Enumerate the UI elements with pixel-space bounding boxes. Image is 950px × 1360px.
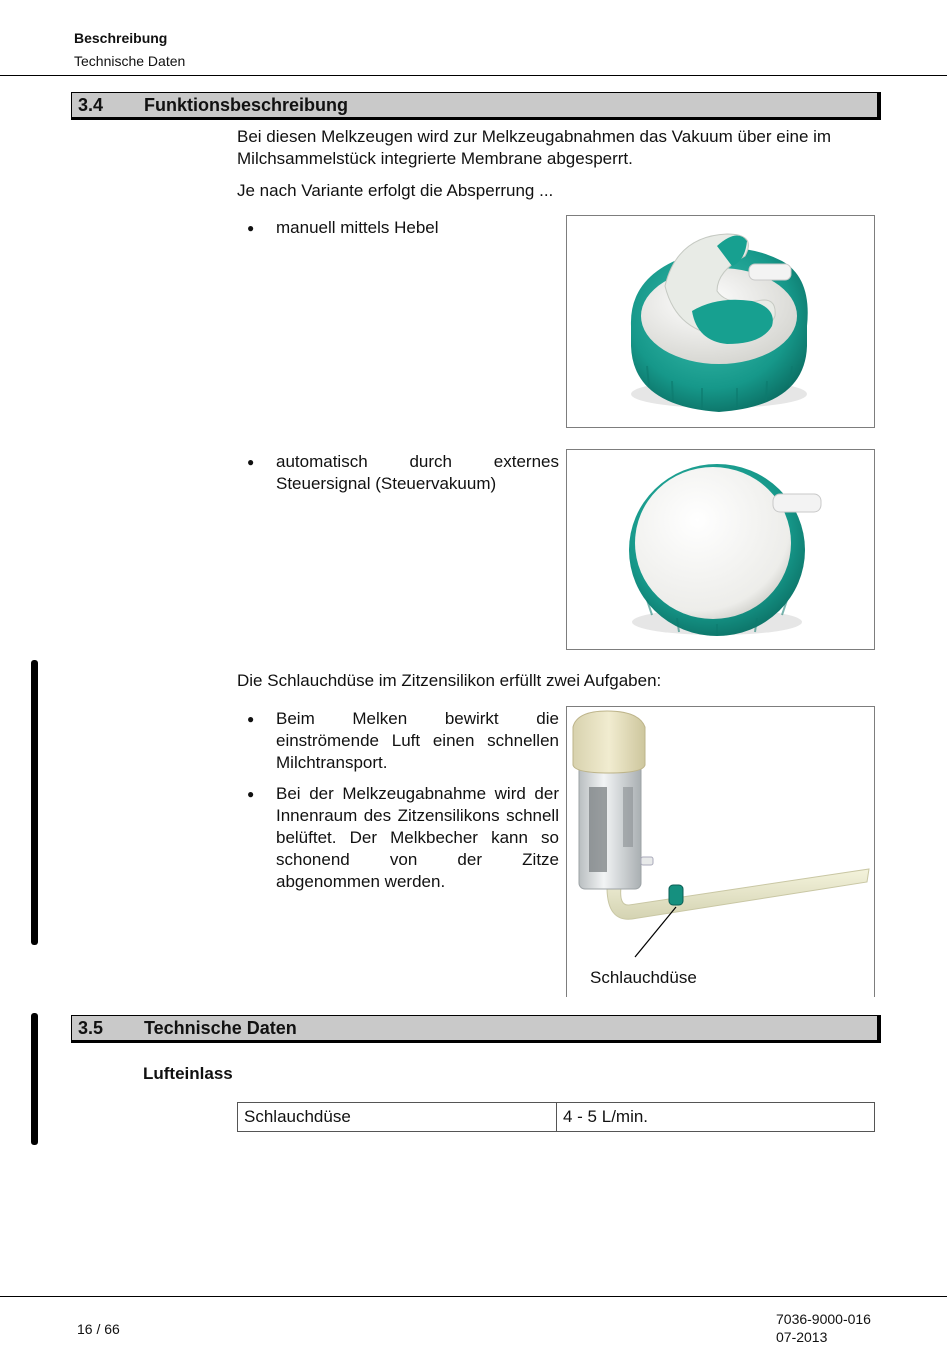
page-number: 16 / 66 [77, 1321, 120, 1337]
document-date: 07-2013 [776, 1329, 828, 1345]
variant-intro-paragraph: Je nach Variante erfolgt die Absperrung ... [237, 181, 554, 200]
subheading-air-inlet: Lufteinlass [143, 1064, 233, 1083]
bullet-icon: ● [247, 455, 255, 469]
milk-claw-membrane-cap-photo [566, 449, 875, 650]
revision-change-bar [31, 660, 38, 945]
document-info [776, 1310, 871, 1346]
teat-cup-with-hose-nozzle-photo [566, 706, 875, 997]
table-row [238, 1103, 875, 1132]
section-number: 3.5 [78, 1018, 104, 1038]
list-item-text: Bei der Melkzeugabnahme wird der Innenraum des Zitzensilikons schnell belüftet. Der Melkbecher kann so schonend von der Zitze abgenommen werden. [276, 784, 559, 891]
revision-change-bar [31, 1013, 38, 1145]
list-item-text: manuell mittels Hebel [276, 218, 439, 237]
bullet-icon: ● [247, 712, 255, 726]
section-title: Technische Daten [144, 1018, 297, 1038]
figure-callout-label: Schlauchdüse [590, 968, 697, 987]
section-heading-3-5 [71, 1015, 881, 1043]
running-header-subtitle: Technische Daten [74, 53, 186, 69]
section-title: Funktionsbeschreibung [144, 95, 349, 115]
hose-nozzle-intro-paragraph: Die Schlauchdüse im Zitzensilikon erfüllt zwei Aufgaben: [237, 671, 662, 690]
milk-claw-lever-cap-photo [566, 215, 875, 428]
header-rule [0, 75, 947, 76]
list-item-text: automatisch durch externes Steuersignal (Steuervakuum) [276, 452, 559, 493]
bullet-icon: ● [247, 787, 255, 801]
table-cell-name: Schlauchdüse [238, 1103, 557, 1132]
table-cell-value: 4 - 5 L/min. [557, 1103, 875, 1132]
intro-paragraph: Bei diesen Melkzeugen wird zur Melkzeugabnahmen das Vakuum über eine im Milchsammelstück integrierte Membrane abgesperrt. [237, 127, 832, 168]
section-number: 3.4 [78, 95, 104, 115]
running-header-title: Beschreibung [74, 30, 168, 46]
bullet-icon: ● [247, 221, 255, 235]
technical-data-table [237, 1102, 875, 1132]
footer-rule [0, 1296, 947, 1297]
section-heading-3-4 [71, 92, 881, 120]
document-number: 7036-9000-016 [776, 1311, 871, 1327]
list-item-text: Beim Melken bewirkt die einströmende Luft einen schnellen Milchtransport. [276, 709, 559, 772]
